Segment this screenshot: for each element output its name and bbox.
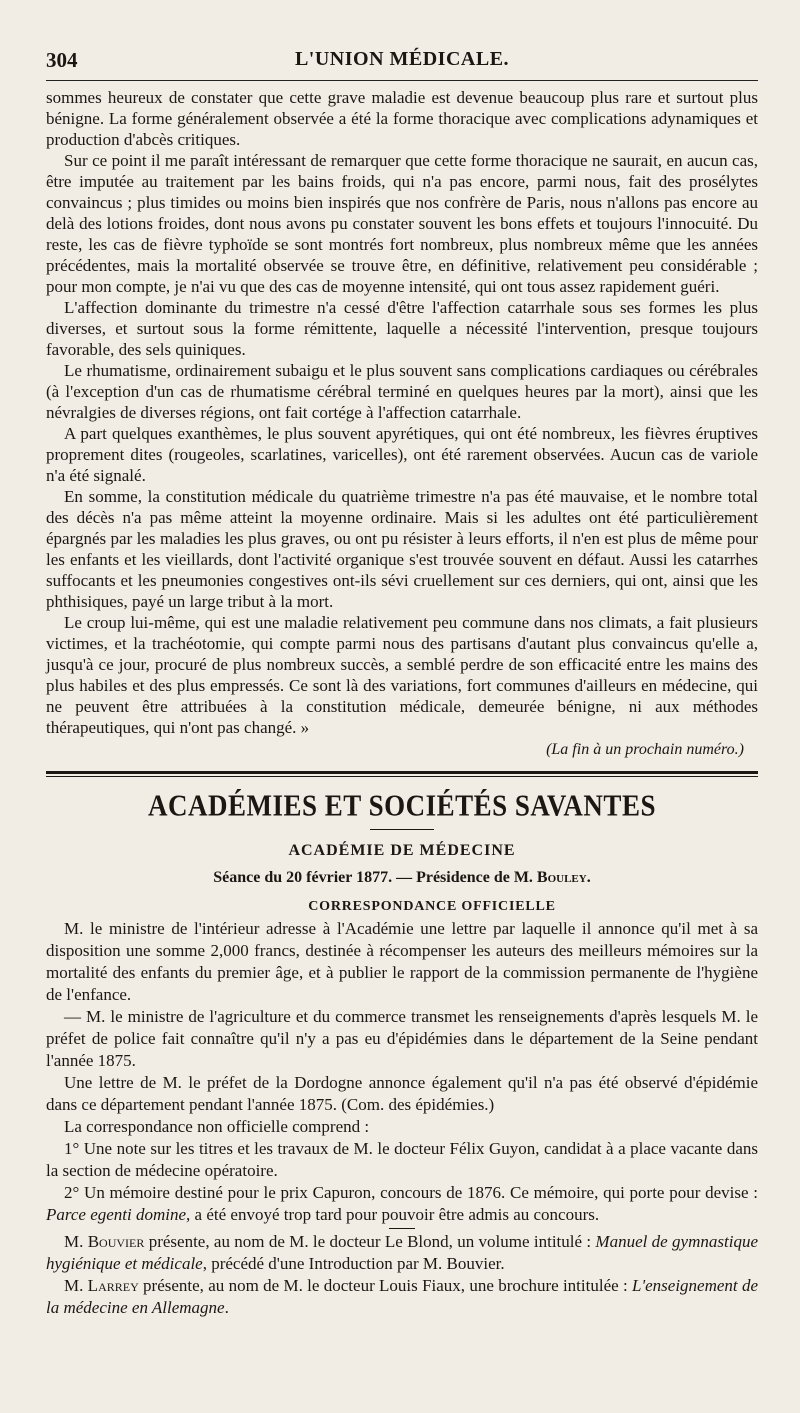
- academy-title: ACADÉMIE DE MÉDECINE: [288, 842, 516, 859]
- continuation-note: (La fin à un prochain numéro.): [546, 741, 744, 758]
- paragraph: sommes heureux de constater que cette grave maladie est devenue beaucoup plus rare et surtout plus bénigne. La forme généralement observée a été la forme thoracique avec complications adynamiques et production d'abcès critiques.: [46, 88, 758, 149]
- paragraph: L'affection dominante du trimestre n'a cessé d'être l'affection catarrhale sous ses formes les plus diverses, et surtout sous la forme rémittente, laquelle a nécessité l'intervention, presque toujours favorable, des sels quiniques.: [46, 298, 758, 359]
- devise-text: Parce egenti domine: [46, 1205, 187, 1224]
- book-title: Manuel de gymnastique hygiénique et médicale: [46, 1232, 758, 1273]
- page-number: 304: [46, 48, 78, 72]
- article-continuation: [46, 87, 758, 761]
- paragraph: Une lettre de M. le préfet de la Dordogne annonce également qu'il n'a pas été observé d'épidémie dans ce département pendant l'année 1875. (Com. des épidémies.): [46, 1073, 758, 1114]
- paragraph-divider: [389, 1228, 415, 1229]
- member-name: M. Larrey: [64, 1276, 139, 1295]
- paragraph: A part quelques exanthèmes, le plus souvent apyrétiques, qui ont été nombreux, les fièvres éruptives proprement dites (rougeoles, scarlatines, varicelles), ont été rarement observées. Aucun cas de variole n'a été signalé.: [46, 424, 758, 485]
- paragraph: En somme, la constitution médicale du quatrième trimestre n'a pas été mauvaise, et le nombre total des décès n'a pas même atteint la moyenne ordinaire. Mais si les adultes ont été particulièrement épargnés par les maladies les plus graves, ou ont pu résister à leurs efforts, il n'en est plus de même pour les enfants et les vieillards, dont l'activité organique s'est trouvée souvent en défaut. Aussi les catarrhes suffocants et les pneumonies congestives ont-ils sévi cruellement sur ces derniers, qui ont, ainsi que les phthisiques, payé un large tribut à la mort.: [46, 487, 758, 611]
- paragraph: M. le ministre de l'intérieur adresse à l'Académie une lettre par laquelle il annonce qu'il met à sa disposition une somme 2,000 francs, destinée à récompenser les auteurs des meilleurs mémoires sur la mortalité des enfants du premier âge, et à publier le rapport de la commission permanente de l'hygiène de l'enfance.: [46, 919, 758, 1004]
- paragraph: La correspondance non officielle comprend :: [64, 1117, 370, 1136]
- brochure-title: L'enseignement de la médecine en Allemagne: [46, 1276, 759, 1317]
- paragraph: Le croup lui-même, qui est une maladie relativement peu commune dans nos climats, a fait plusieurs victimes, et la trachéotomie, qui compte parmi nous des partisans d'autant plus convaincus qu'elle a, jusqu'à ce jour, procuré de plus nombreux succès, a semblé perdre de son efficacité entre les mains des plus habiles et des plus empressés. Ce sont là des variations, fort communes d'ailleurs en médecine, qui ne peuvent être attribuées à la constitution médicale, demeurée bénigne, ni aux méthodes thérapeutiques, qui n'ont pas changé. »: [46, 613, 758, 737]
- header-rule: [46, 80, 758, 81]
- title-rule: [370, 829, 434, 830]
- president-name: Bouley: [536, 869, 587, 886]
- page-header: [46, 44, 758, 78]
- paragraph: Le rhumatisme, ordinairement subaigu et le plus souvent sans complications cardiaques ou cérébrales (à l'exception d'un cas de rhumatisme cérébral terminé en quelques heures par la mort), ainsi que les névralgies de diverses régions, ont fait cortége à l'affection catarrhale.: [46, 361, 758, 422]
- correspondence-heading: CORRESPONDANCE OFFICIELLE: [308, 899, 556, 914]
- paragraph: Sur ce point il me paraît intéressant de remarquer que cette forme thoracique ne saurait, en aucun cas, être imputée au traitement par les bains froids, qui n'a pas encore, parmi nous, fait des prosélytes convaincus ; plus timides ou moins bien inspirés que nos confrère de Paris, nous n'allons pas encore au delà des lotions froides, dont nous avons pu constater souvent les bons effets et toujours l'innocuité. Du reste, les cas de fièvre typhoïde se sont montrés fort nombreux, plus nombreux même que les années précédentes, mais la mortalité observée se trouve être, en définitive, relativement peu considérable ; pour mon compte, je n'ai vu que des cas de moyenne intensité, qui ont tous assez rapidement guéri.: [46, 151, 758, 296]
- paragraph: M. Bouvier présente, au nom de M. le docteur Le Blond, un volume intitulé : Manuel de gymnastique hygiénique et médicale, précédé d'une Introduction par M. Bouvier.: [46, 1232, 758, 1273]
- paragraph: M. Larrey présente, au nom de M. le docteur Louis Fiaux, une brochure intitulée : L'enseignement de la médecine en Allemagne.: [46, 1276, 759, 1317]
- paragraph: — M. le ministre de l'agriculture et du commerce transmet les renseignements d'après lesquels M. le préfet de police fait connaître qu'il n'y a pas eu d'épidémies dans le département de la Seine pendant l'année 1875.: [46, 1007, 758, 1070]
- paragraph: 2° Un mémoire destiné pour le prix Capuron, concours de 1876. Ce mémoire, qui porte pour devise : Parce egenti domine, a été envoyé trop tard pour pouvoir être admis au concours.: [46, 1183, 758, 1224]
- member-name: M. Bouvier: [64, 1232, 145, 1251]
- session-report: [46, 918, 758, 1319]
- session-line: Séance du 20 février 1877. — Présidence de M. Bouley.: [213, 869, 591, 886]
- running-title: L'UNION MÉDICALE.: [294, 48, 510, 70]
- section-separator: [46, 771, 758, 777]
- section-title: ACADÉMIES ET SOCIÉTÉS SAVANTES: [148, 787, 656, 823]
- paragraph: 1° Une note sur les titres et les travaux de M. le docteur Félix Guyon, candidat à a place vacante dans la section de médecine opératoire.: [46, 1139, 758, 1180]
